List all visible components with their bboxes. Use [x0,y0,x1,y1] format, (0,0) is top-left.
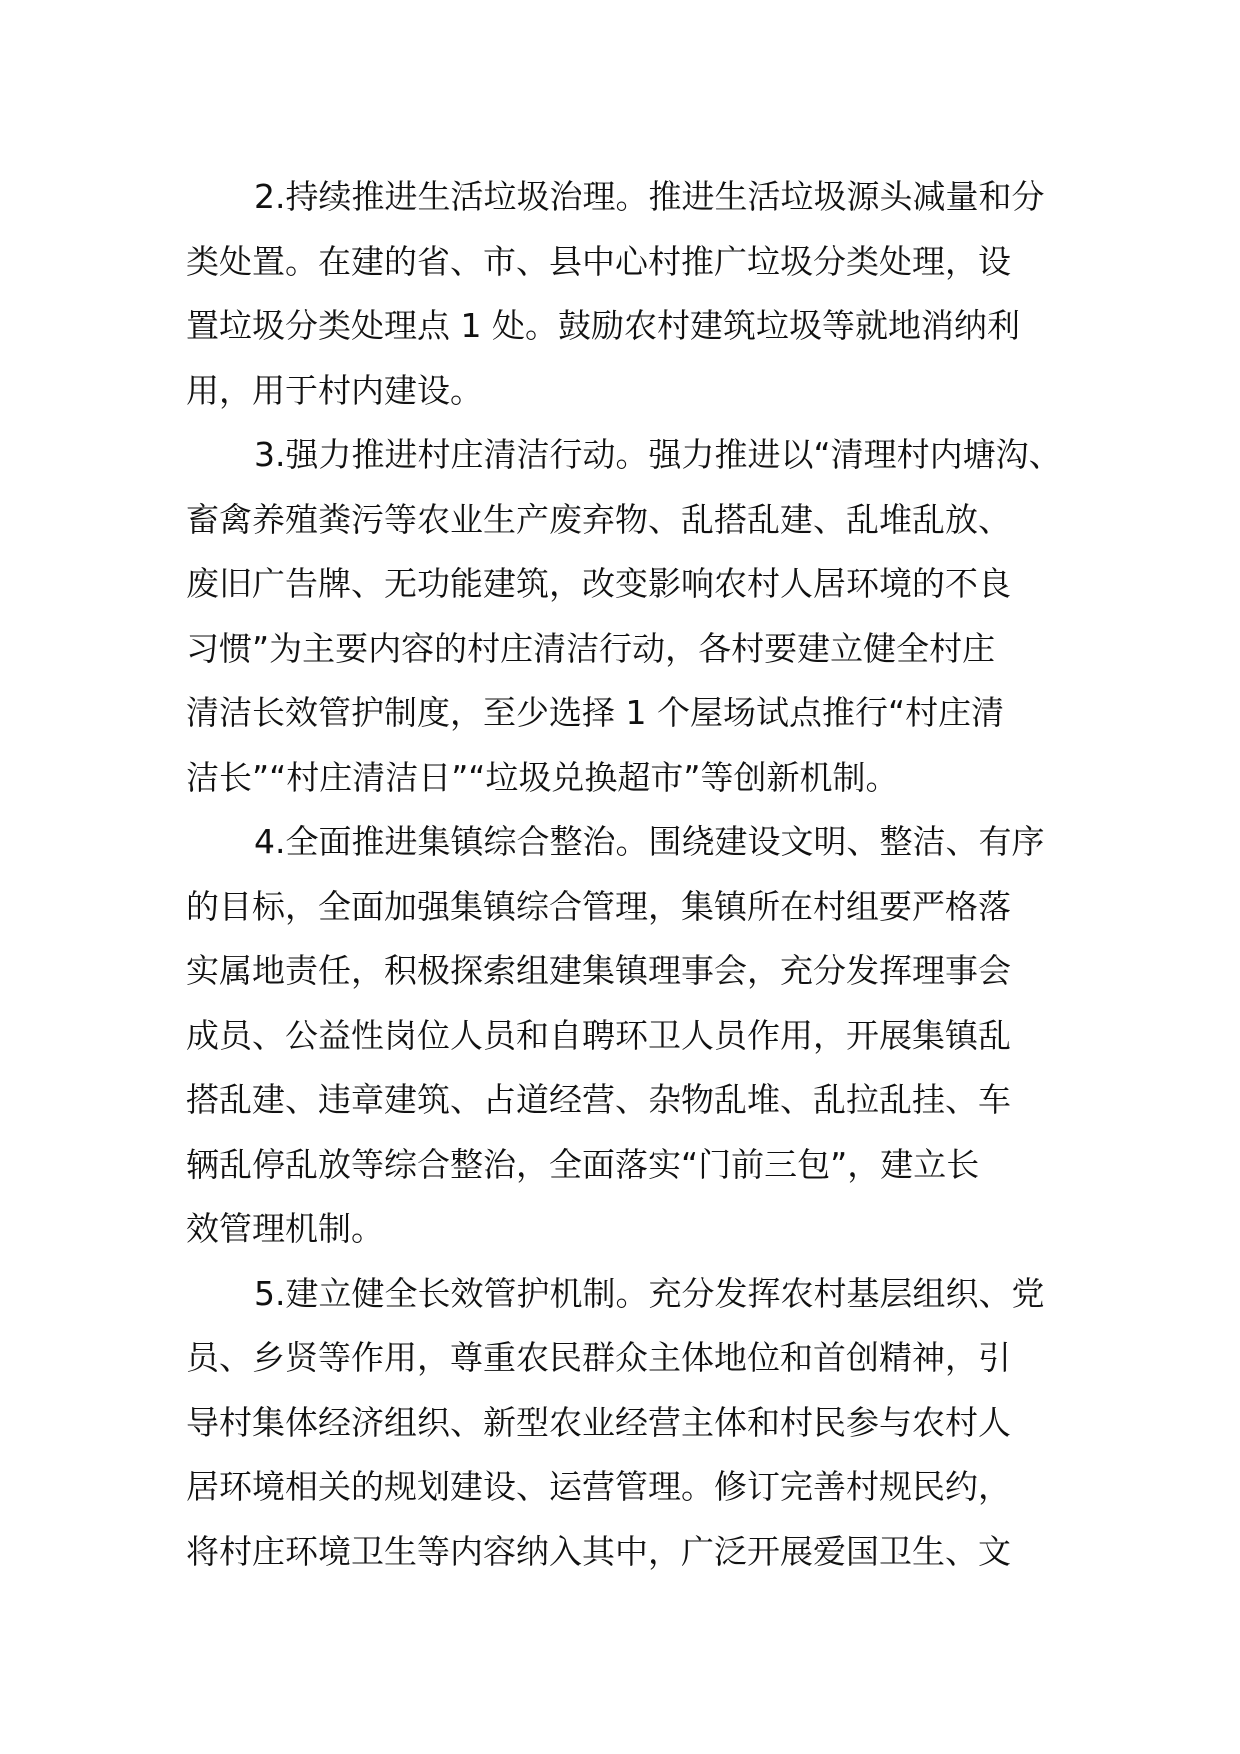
paragraph-3-village-cleaning [186,423,1066,810]
text-line: 2.持续推进生活垃圾治理。推进生活垃圾源头减量和分 [254,177,1045,216]
text-line: 用，用于村内建设。 [186,370,483,410]
text-line: 洁长”“村庄清洁日”“垃圾兑换超市”等创新机制。 [186,757,899,797]
text-line: 搭乱建、违章建筑、占道经营、杂物乱堆、乱拉乱挂、车 [186,1080,1011,1119]
text-line: 的目标，全面加强集镇综合管理，集镇所在村组要严格落 [186,886,1011,926]
paragraph-4-town-rectification [186,810,1066,1262]
text-line: 辆乱停乱放等综合整治，全面落实“门前三包”，建立长 [186,1144,980,1184]
text-line: 效管理机制。 [186,1209,384,1248]
text-line: 实属地责任，积极探索组建集镇理事会，充分发挥理事会 [186,951,1011,990]
text-line: 类处置。在建的省、市、县中心村推广垃圾分类处理，设 [186,241,1011,281]
text-line: 员、乡贤等作用，尊重农民群众主体地位和首创精神，引 [186,1338,1011,1377]
paragraph-2-garbage-governance [186,165,1066,423]
text-line: 4.全面推进集镇综合整治。围绕建设文明、整洁、有序 [254,822,1045,861]
text-line: 导村集体经济组织、新型农业经营主体和村民参与农村人 [186,1402,1011,1442]
text-line: 畜禽养殖粪污等农业生产废弃物、乱搭乱建、乱堆乱放、 [186,499,1011,539]
text-line: 习惯”为主要内容的村庄清洁行动，各村要建立健全村庄 [186,628,996,668]
text-line: 3.强力推进村庄清洁行动。强力推进以“清理村内塘沟、 [254,435,1062,474]
text-line: 5.建立健全长效管护机制。充分发挥农村基层组织、党 [254,1273,1045,1313]
document-body [186,165,1066,1584]
paragraph-5-long-term-maintenance [186,1262,1066,1585]
text-line: 清洁长效管护制度，至少选择 1 个屋场试点推行“村庄清 [186,693,1005,732]
text-line: 居环境相关的规划建设、运营管理。修订完善村规民约， [186,1467,1011,1506]
text-line: 废旧广告牌、无功能建筑，改变影响农村人居环境的不良 [186,564,1011,603]
text-line: 置垃圾分类处理点 1 处。鼓励农村建筑垃圾等就地消纳利 [186,306,1020,345]
text-line: 成员、公益性岗位人员和自聘环卫人员作用，开展集镇乱 [186,1015,1011,1055]
text-line: 将村庄环境卫生等内容纳入其中，广泛开展爱国卫生、文 [186,1531,1011,1571]
